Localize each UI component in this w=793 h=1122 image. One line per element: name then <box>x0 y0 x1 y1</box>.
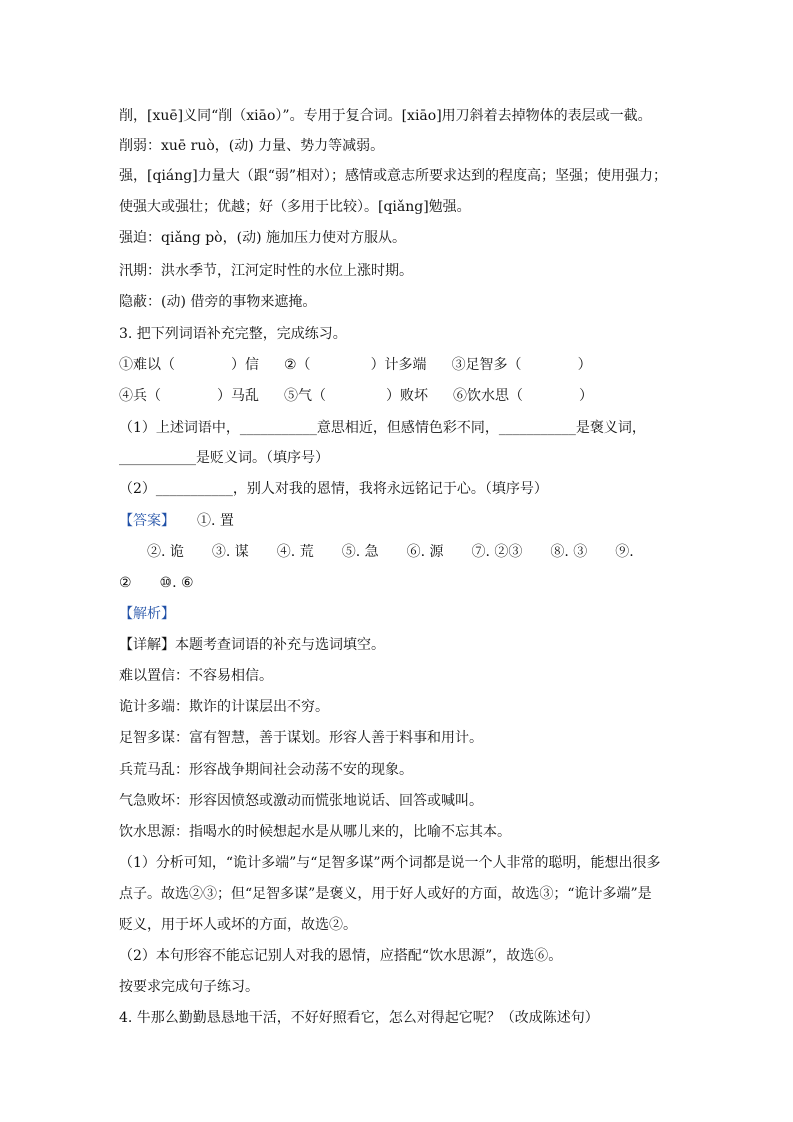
explanation-6: 饮水思源：指喝水的时候想起水是从哪儿来的，比喻不忘其本。 <box>119 824 511 840</box>
definition-xue: 削，[xuē]义同“削（xiāo）”。专用于复合词。[xiāo]用刀斜着去掉物体的表层或一截。 <box>119 108 652 124</box>
item-6-end: ） <box>579 388 593 404</box>
instruction: 按要求完成句子练习。 <box>119 979 259 995</box>
question-3-row-1 <box>119 355 733 375</box>
detail-intro: 【详解】本题考查词语的补充与选词填空。 <box>119 637 385 653</box>
explanation-3: 足智多谋：富有智慧，善于谋划。形容人善于料事和用计。 <box>119 730 483 746</box>
item-2-start: ②（ <box>284 357 311 373</box>
sub-question-1-line-1: （1）上述词语中，___________意思相近，但感情色彩不同，___________是褒义词， <box>119 420 646 436</box>
analysis-label: 【解析】 <box>119 606 175 622</box>
analysis-part-2: （2）本句形容不能忘记别人对我的恩情，应搭配“饮水思源”，故选⑥。 <box>119 948 563 964</box>
item-3-end: ） <box>577 357 592 373</box>
answer-line-3: ② ⑩. ⑥ <box>119 575 194 591</box>
definition-xunqi: 汛期：洪水季节，江河定时性的水位上涨时期。 <box>119 263 413 279</box>
analysis-part-1-line-1: （1）分析可知，“诡计多端”与“足智多谋”两个词都是说一个人非常的聪明，能想出很多 <box>119 855 661 871</box>
blank-1: ___________ <box>239 420 317 436</box>
item-1-end: ）信 <box>231 357 259 373</box>
item-2-end: ）计多端 <box>370 357 427 373</box>
definition-qiang-line1: 强，[qiáng]力量大（跟“弱”相对）；感情或意志所要求达到的程度高；坚强；使用强力； <box>119 168 668 184</box>
item-4-start: ④兵（ <box>119 388 161 404</box>
blank-3: ___________ <box>119 450 196 466</box>
analysis-part-1-line-2: 点子。故选②③；但“足智多谋”是褒义，用于好人或好的方面，故选③；“诡计多端”是 <box>119 886 652 902</box>
item-6-start: ⑥饮水思（ <box>453 388 523 404</box>
definition-qiang-line2: 使强大或强壮；优越；好（多用于比较）。[qiǎng]勉强。 <box>119 199 471 215</box>
item-5-end: ）败坏 <box>386 388 428 404</box>
explanation-4: 兵荒马乱：形容战争期间社会动荡不安的现象。 <box>119 762 413 778</box>
answer-line-1 <box>119 511 733 531</box>
definition-qiangpo: 强迫：qiǎng pò，(动) 施加压力使对方服从。 <box>119 230 406 246</box>
item-3-start: ③足智多（ <box>451 357 522 373</box>
question-3-row-2 <box>119 386 733 406</box>
definition-xueruo: 削弱：xuē ruò，(动) 力量、势力等减弱。 <box>119 138 385 154</box>
answer-line-2: ②. 诡 ③. 谋 ④. 荒 ⑤. 急 ⑥. 源 ⑦. ②③ ⑧. ③ ⑨. <box>147 544 634 560</box>
explanation-5: 气急败坏：形容因愤怒或激动而慌张地说话、回答或喊叫。 <box>119 793 483 809</box>
definition-yinbi: 隐蔽：(动) 借旁的事物来遮掩。 <box>119 294 317 310</box>
answer-label: 【答案】 <box>119 513 175 529</box>
sub-question-2: （2）___________，别人对我的恩情，我将永远铭记于心。（填序号） <box>119 481 548 497</box>
blank-2: ___________ <box>498 420 576 436</box>
question-4-title: 4. 牛那么勤勤恳恳地干活，不好好照看它，怎么对得起它呢？（改成陈述句） <box>119 1010 599 1026</box>
blank-4: ___________ <box>155 481 233 497</box>
question-3-title: 3. 把下列词语补充完整，完成练习。 <box>119 326 347 342</box>
explanation-2: 诡计多端：欺诈的计谋层出不穷。 <box>119 699 329 715</box>
item-1-start: ①难以（ <box>119 357 175 373</box>
item-5-start: ⑤气（ <box>284 388 326 404</box>
explanation-1: 难以置信：不容易相信。 <box>119 668 273 684</box>
item-4-end: ）马乱 <box>217 388 259 404</box>
analysis-part-1-line-3: 贬义，用于坏人或坏的方面，故选②。 <box>119 917 357 933</box>
sub-question-1-line-2: ___________是贬义词。（填序号） <box>119 450 329 466</box>
answer-1: ①. 置 <box>197 513 234 529</box>
